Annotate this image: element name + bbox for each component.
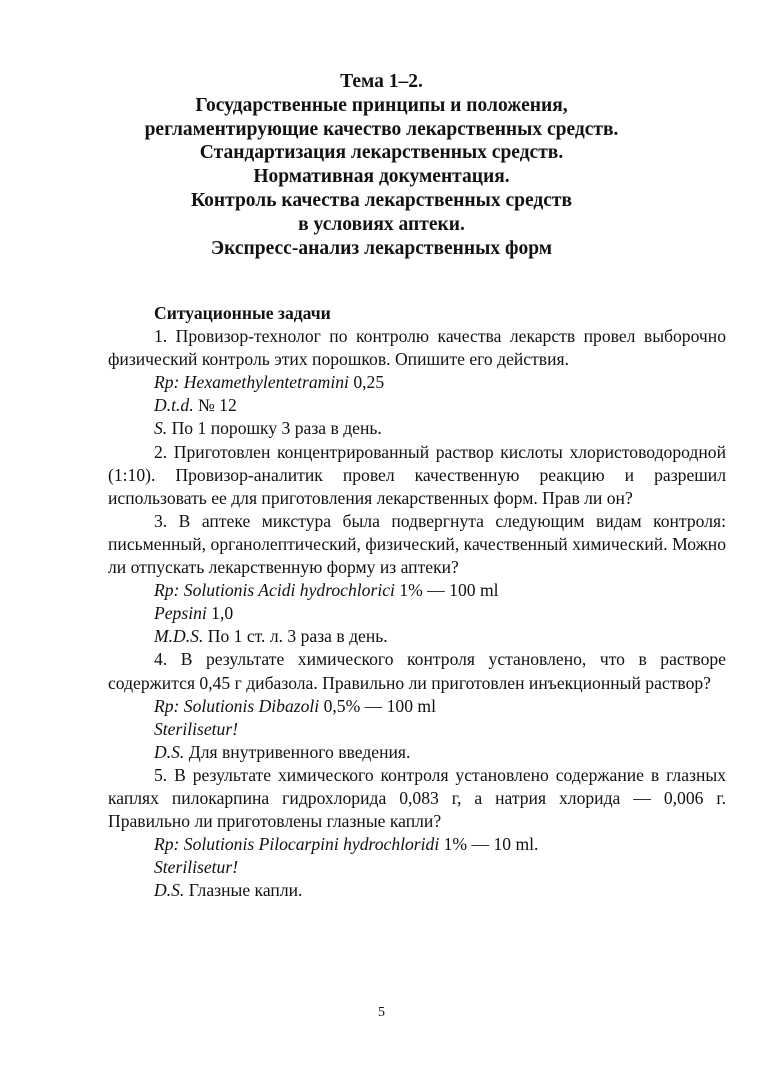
page-title <box>0 70 763 260</box>
rx-label: Rp: Hexamethylentetramini <box>154 372 349 393</box>
prescription-line <box>108 879 726 902</box>
section-heading: Ситуационные задачи <box>154 303 331 323</box>
title-line: регламентирующие качество лекарственных средств. <box>144 118 619 140</box>
task-2-text: 2. Приготовлен концентрированный раствор кислоты хлористоводородной (1:10). Провизор-аналитик провел качественную реакцию и разрешил использовать ее для приготовления лекарственных форм. Прав ли он? <box>108 441 726 508</box>
rx-value: № 12 <box>193 395 237 416</box>
title-line: Контроль качества лекарственных средств <box>190 189 573 211</box>
title-line: Государственные принципы и положения, <box>195 94 568 116</box>
prescription-line <box>108 741 726 764</box>
prescription-line <box>108 417 726 440</box>
task-1-text: 1. Провизор-технолог по контролю качества лекарств провел выборочно физический контроль этих порошков. Опишите его действия. <box>108 326 726 370</box>
rx-value: 0,5% — 100 ml <box>319 695 437 716</box>
rx-label: Rp: Solutionis Dibazoli <box>154 695 320 716</box>
rx-label: Rp: Solutionis Acidi hydrochlorici <box>154 580 395 601</box>
task-4-text: 4. В результате химического контроля установлено, что в растворе содержится 0,45 г дибазола. Правильно ли приготовлен инъекционный раствор? <box>108 649 726 693</box>
page-number: 5 <box>378 1005 385 1020</box>
prescription-line <box>108 579 726 602</box>
title-line: Стандартизация лекарственных средств. <box>199 142 564 164</box>
rx-label: Sterilisetur! <box>154 718 239 739</box>
prescription-line <box>108 856 726 879</box>
prescription-line <box>108 718 726 741</box>
prescription-line <box>108 625 726 648</box>
prescription-line <box>108 695 726 718</box>
rx-label: D.S. <box>154 880 185 901</box>
rx-value: 1% — 10 ml. <box>439 834 539 855</box>
prescription-line <box>108 833 726 856</box>
rx-value: Глазные капли. <box>184 880 303 901</box>
rx-value: 1,0 <box>206 603 234 624</box>
title-line: Нормативная документация. <box>253 166 510 188</box>
title-line: Экспресс-анализ лекарственных форм <box>210 237 553 259</box>
rx-label: S. <box>154 418 168 439</box>
rx-label: D.S. <box>154 741 185 762</box>
rx-label: Pepsini <box>154 603 207 624</box>
rx-value: Для внутривенного введения. <box>184 741 411 762</box>
document-body <box>108 302 726 902</box>
title-line: Тема 1–2. <box>340 71 423 92</box>
rx-label: M.D.S. <box>154 626 204 647</box>
rx-value: 1% — 100 ml <box>394 580 499 601</box>
rx-value: 0,25 <box>348 372 385 393</box>
prescription-line <box>108 371 726 394</box>
task-5-text: 5. В результате химического контроля установлено содержание в глазных каплях пилокарпина гидрохлорида 0,083 г, а натрия хлорида — 0,006 г. Правильно ли приготовлены глазные капли? <box>108 764 726 832</box>
rx-value: По 1 ст. л. 3 раза в день. <box>203 626 388 647</box>
prescription-line <box>108 602 726 625</box>
rx-label: Rp: Solutionis Pilocarpini hydrochloridi <box>154 834 440 855</box>
rx-label: D.t.d. <box>154 395 194 416</box>
prescription-line <box>108 394 726 417</box>
rx-value: По 1 порошку 3 раза в день. <box>167 418 382 439</box>
rx-label: Sterilisetur! <box>154 857 239 878</box>
task-3-text: 3. В аптеке микстура была подвергнута следующим видам контроля: письменный, органолептический, физический, качественный химический. Можно ли отпускать лекарственную форму из аптеки? <box>108 510 726 578</box>
title-line: в условиях аптеки. <box>298 213 465 235</box>
